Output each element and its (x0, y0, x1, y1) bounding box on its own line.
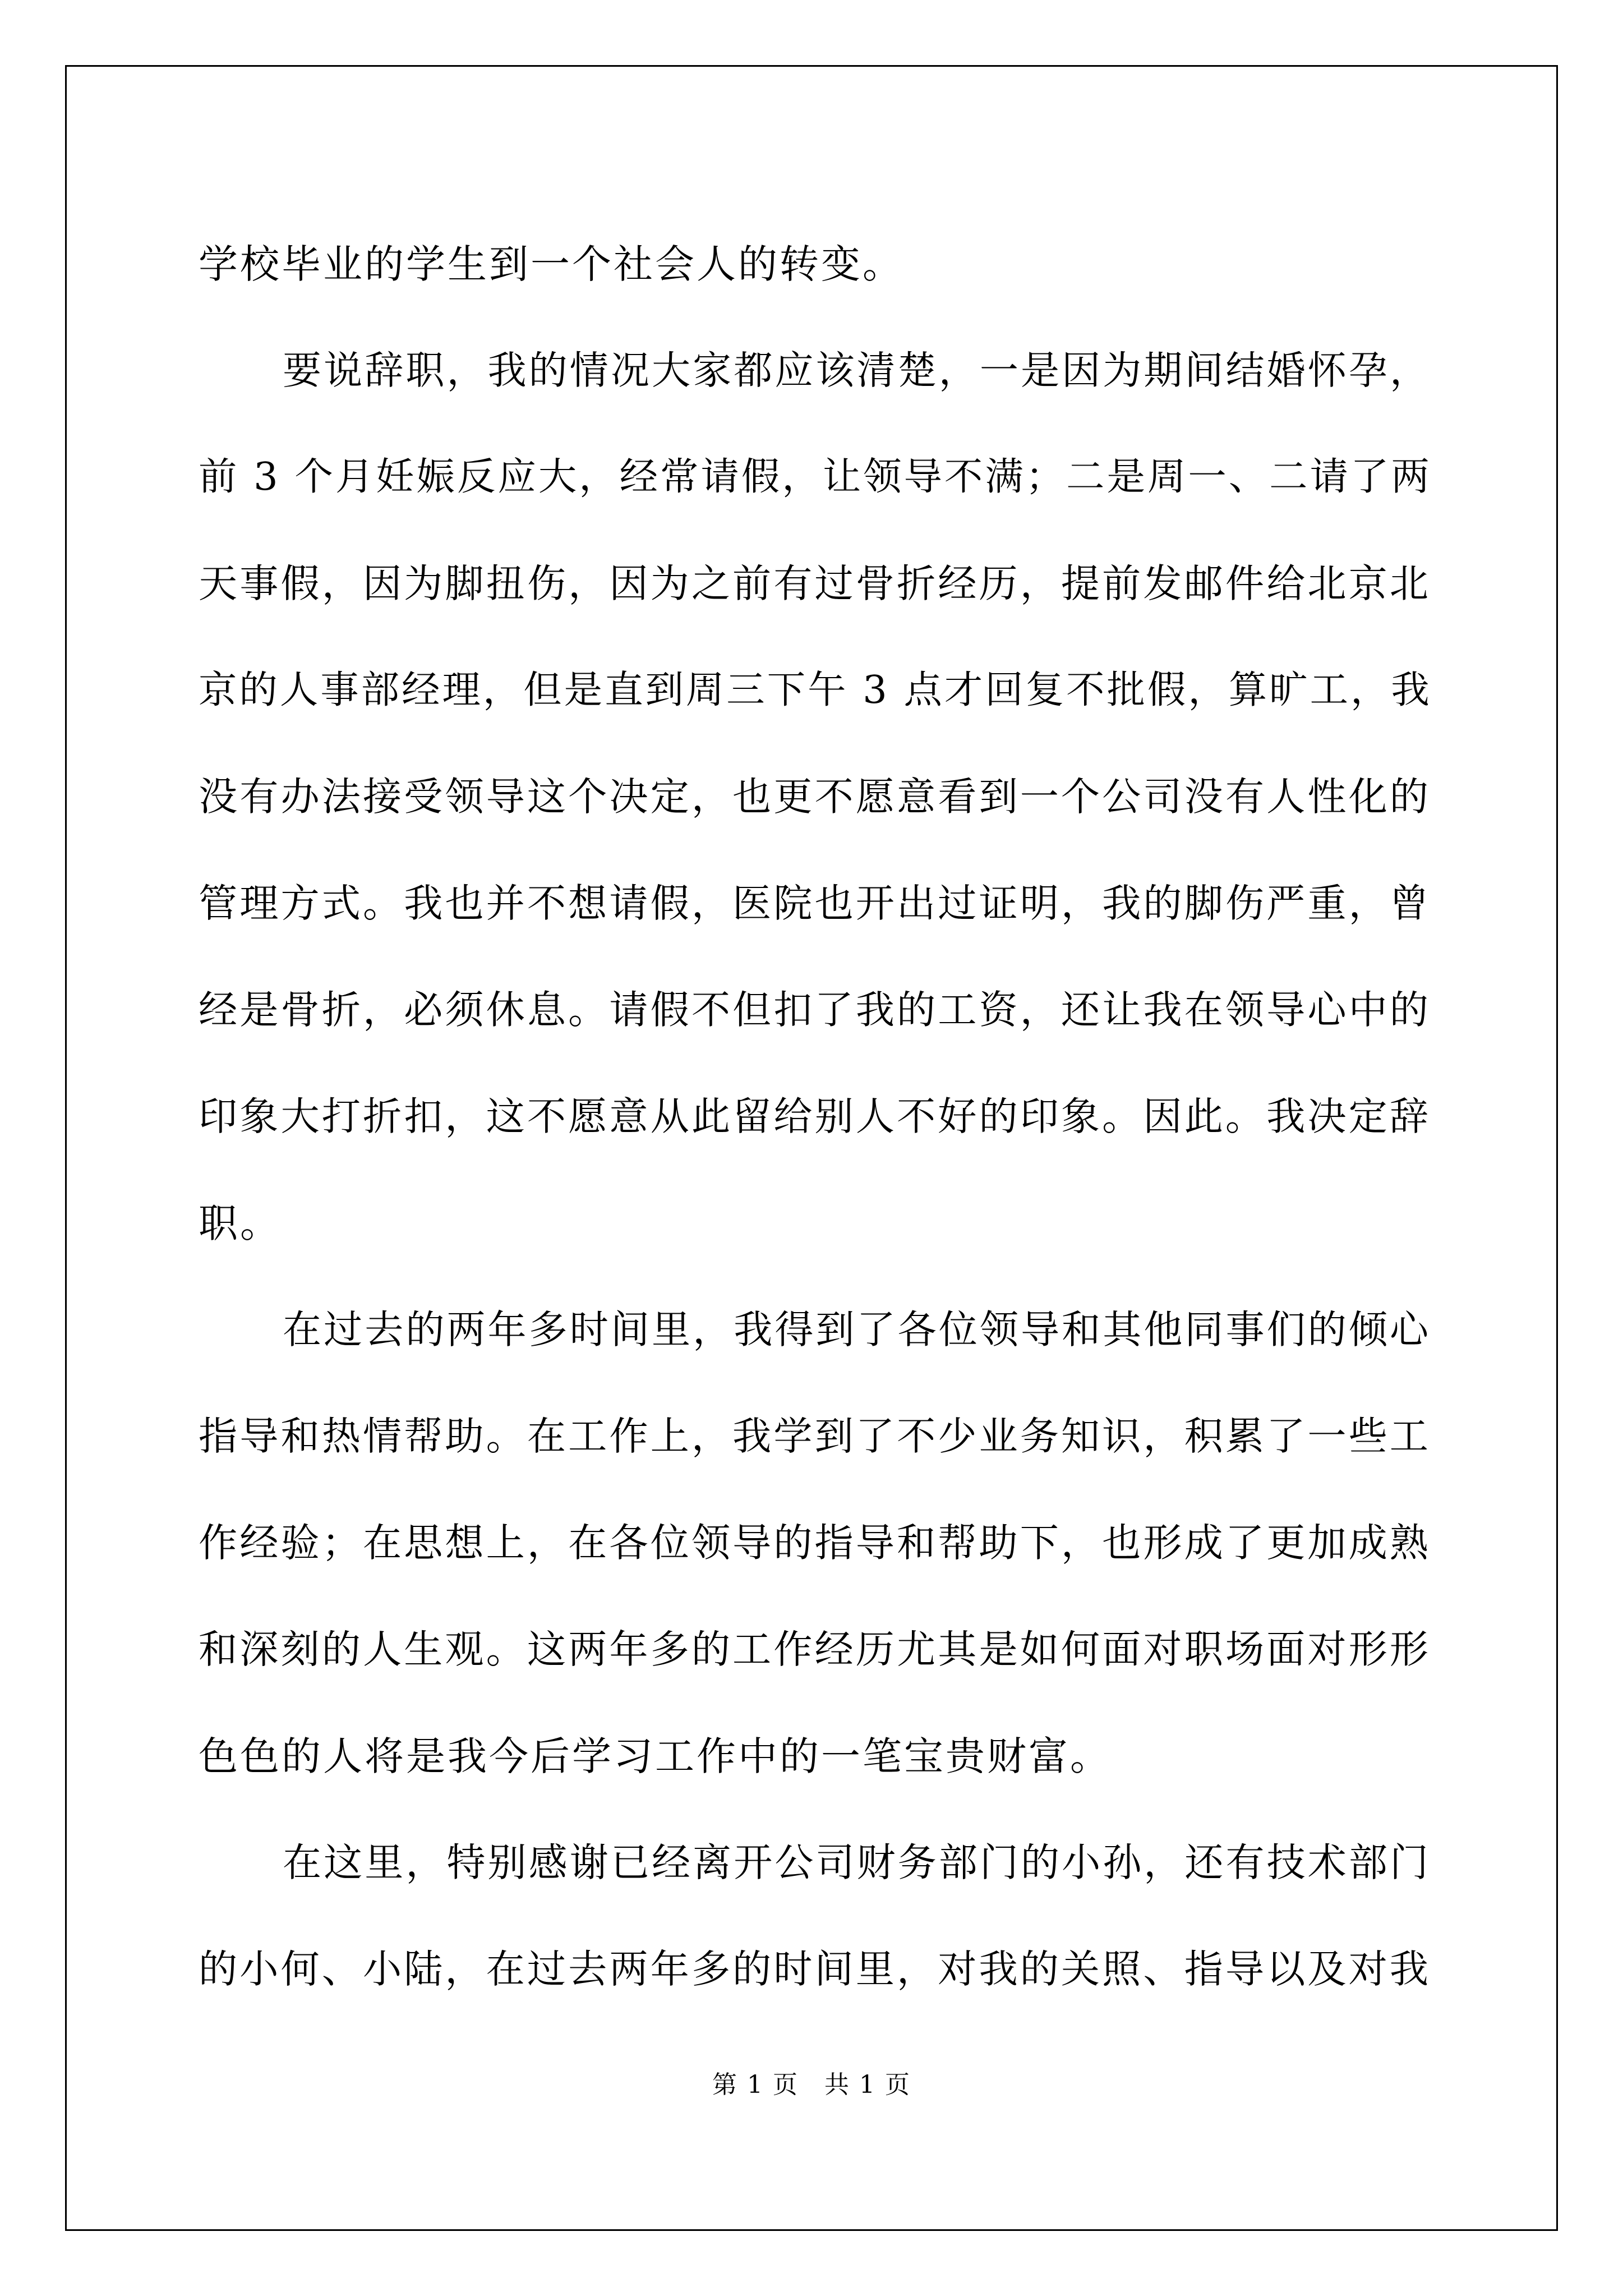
text-line: 要说辞职，我的情况大家都应该清楚，一是因为期间结婚怀孕， (283, 348, 1431, 393)
text-line: 印象大打折扣，这不愿意从此留给别人不好的印象。因此。我决定辞 (199, 1094, 1431, 1139)
text-line: 天事假，因为脚扭伤，因为之前有过骨折经历，提前发邮件给北京北 (199, 562, 1431, 606)
document-body (199, 211, 1430, 2023)
text-line: 京的人事部经理，但是直到周三下午 3 点才回复不批假，算旷工，我 (199, 668, 1432, 712)
text-line: 在过去的两年多时间里，我得到了各位领导和其他同事们的倾心 (283, 1308, 1431, 1352)
page-number-footer: 第 1 页 共 1 页 (712, 2070, 911, 2099)
text-line: 的小何、小陆，在过去两年多的时间里，对我的关照、指导以及对我 (199, 1947, 1431, 1992)
text-line: 经是骨折，必须休息。请假不但扣了我的工资，还让我在领导心中的 (199, 988, 1431, 1033)
text-line: 没有办法接受领导这个决定，也更不愿意看到一个公司没有人性化的 (199, 775, 1431, 820)
text-line: 前 3 个月妊娠反应大，经常请假，让领导不满；二是周一、二请了两 (199, 455, 1432, 499)
paragraph (199, 1277, 1430, 1810)
text-line: 色色的人将是我今后学习工作中的一笔宝贵财富。 (199, 1733, 1112, 1779)
text-line: 作经验；在思想上，在各位领导的指导和帮助下，也形成了更加成熟 (199, 1521, 1431, 1566)
paragraph (199, 318, 1430, 1277)
paragraph (199, 211, 1430, 318)
paragraph (199, 1810, 1430, 2023)
text-line: 管理方式。我也并不想请假，医院也开出过证明，我的脚伤严重，曾 (199, 881, 1431, 926)
text-line: 学校毕业的学生到一个社会人的转变。 (199, 241, 904, 287)
text-line: 和深刻的人生观。这两年多的工作经历尤其是如何面对职场面对形形 (199, 1627, 1431, 1672)
text-line: 指导和热情帮助。在工作上，我学到了不少业务知识，积累了一些工 (199, 1414, 1431, 1459)
text-line: 职。 (199, 1200, 282, 1246)
text-line: 在这里，特别感谢已经离开公司财务部门的小孙，还有技术部门 (283, 1841, 1431, 1885)
